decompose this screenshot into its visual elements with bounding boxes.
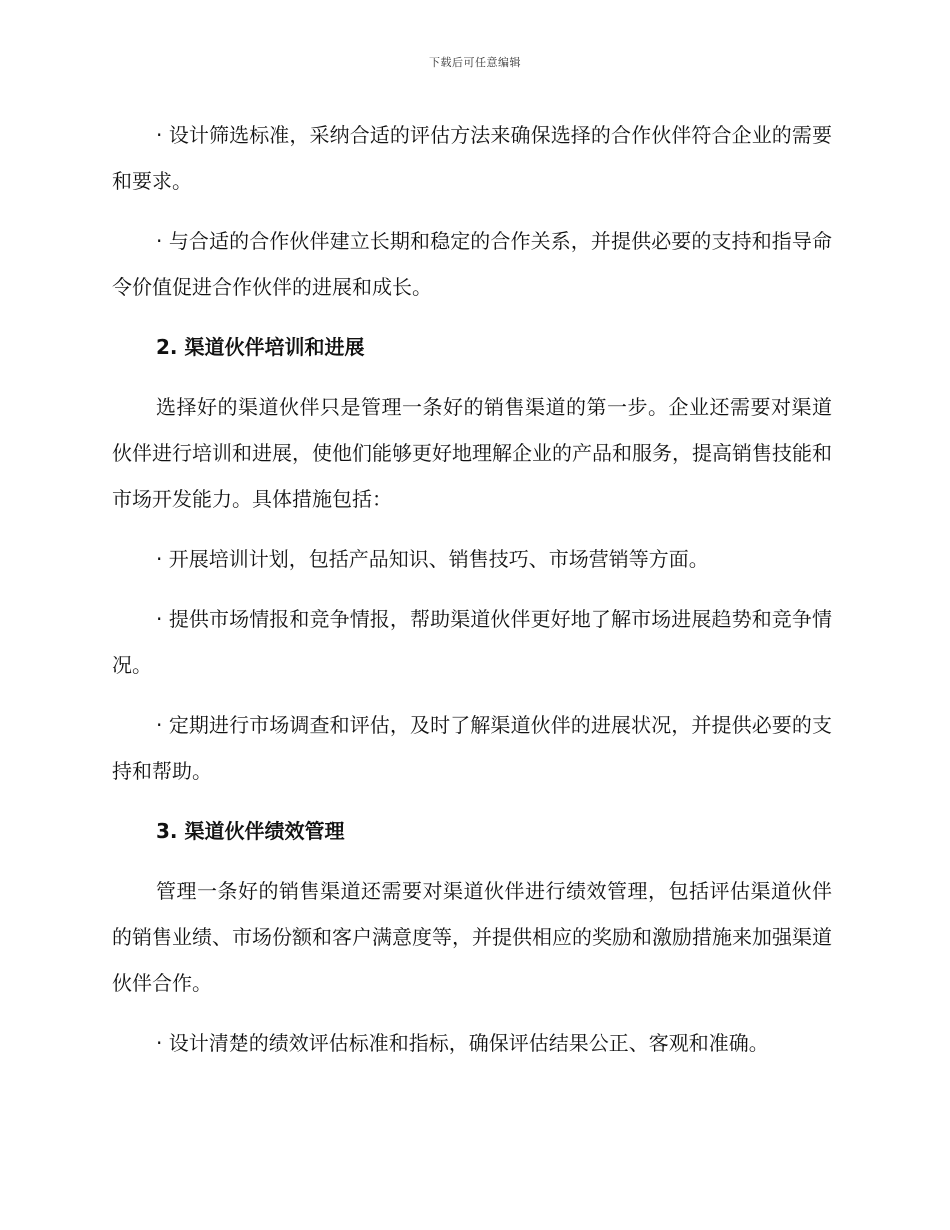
bullet-paragraph-market-intel: · 提供市场情报和竞争情报，帮助渠道伙伴更好地了解市场进展趋势和竞争情况。 — [112, 607, 832, 677]
paragraph-training-intro: 选择好的渠道伙伴只是管理一条好的销售渠道的第一步。企业还需要对渠道伙伴进行培训和进展，使他们能够更好地理解企业的产品和服务，提高销售技能和市场开发能力。具体措施包括： — [112, 395, 832, 511]
bullet-paragraph-screening: · 设计筛选标准，采纳合适的评估方法来确保选择的合作伙伴符合企业的需要和要求。 — [112, 123, 832, 193]
bullet-paragraph-performance-criteria: · 设计清楚的绩效评估标准和指标，确保评估结果公正、客观和准确。 — [156, 1031, 769, 1055]
paragraph-performance-intro: 管理一条好的销售渠道还需要对渠道伙伴进行绩效管理，包括评估渠道伙伴的销售业绩、市场份额和客户满意度等，并提供相应的奖励和激励措施来加强渠道伙伴合作。 — [112, 879, 832, 995]
bullet-paragraph-market-survey: · 定期进行市场调查和评估，及时了解渠道伙伴的进展状况，并提供必要的支持和帮助。 — [112, 713, 832, 783]
section-heading-training: 2. 渠道伙伴培训和进展 — [156, 335, 365, 359]
page-header: 下载后可任意编辑 — [429, 56, 521, 69]
bullet-paragraph-training-plan: · 开展培训计划，包括产品知识、销售技巧、市场营销等方面。 — [156, 547, 709, 571]
bullet-paragraph-partnership: · 与合适的合作伙伴建立长期和稳定的合作关系，并提供必要的支持和指导命令价值促进合作伙伴的进展和成长。 — [112, 229, 832, 299]
section-heading-performance: 3. 渠道伙伴绩效管理 — [156, 819, 345, 843]
document-body — [112, 112, 832, 1080]
